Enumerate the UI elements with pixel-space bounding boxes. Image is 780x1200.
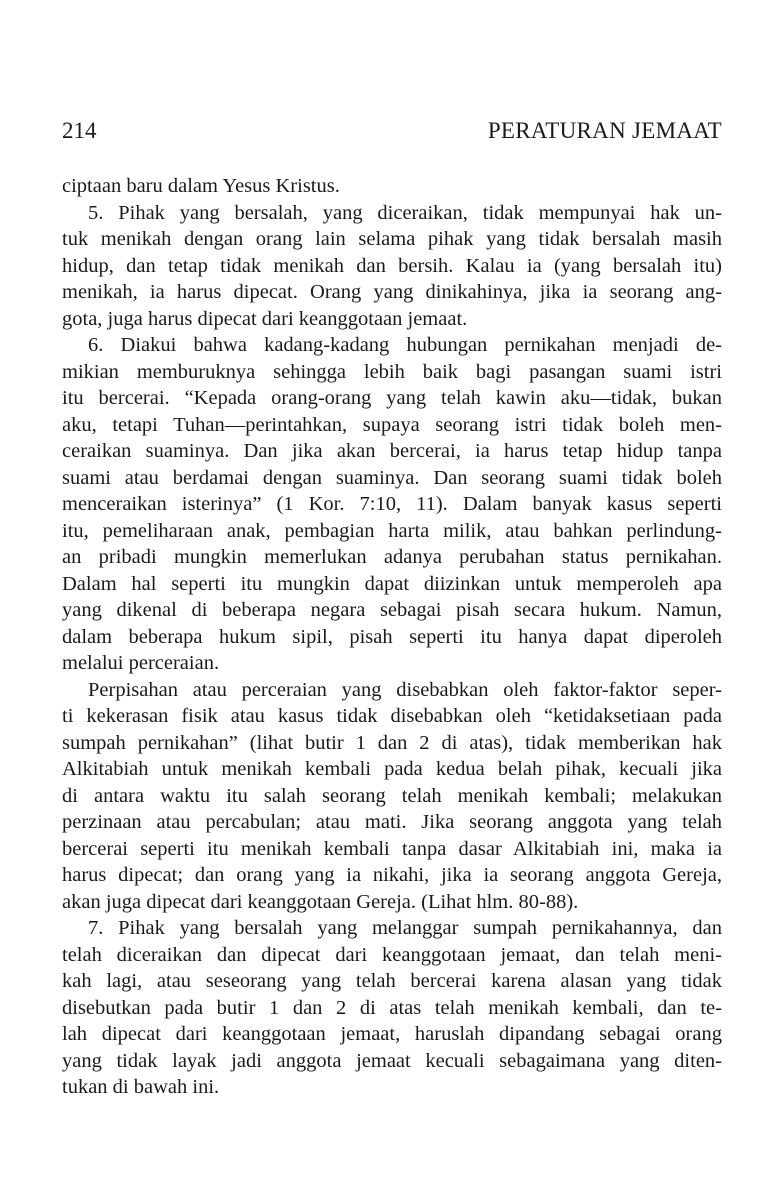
text-line: akan juga dipecat dari keanggotaan Gereja. (Lihat hlm. 80-88). (62, 890, 579, 913)
text-line: melalui perceraian. (62, 652, 220, 674)
page-number: 214 (62, 118, 97, 143)
text-line: tuk menikah dengan orang lain selama pihak yang tidak bersalah masih (62, 228, 722, 250)
text-line: 5. Pihak yang bersalah, yang diceraikan, tidak mempunyai hak un- (88, 201, 722, 224)
text-line: Dalam hal seperti itu mungkin dapat diizinkan untuk memperoleh apa (62, 572, 722, 595)
text-line: itu bercerai. “Kepada orang-orang yang telah kawin aku—tidak, bukan (62, 387, 722, 409)
body-text (62, 173, 722, 1101)
text-line: harus dipecat; dan orang yang ia nikahi, jika ia seorang anggota Gereja, (62, 864, 722, 886)
text-line: gota, juga harus dipecat dari keanggotaan jemaat. (62, 307, 468, 330)
text-line: telah diceraikan dan dipecat dari keanggotaan jemaat, dan telah meni- (62, 943, 722, 966)
text-line: menceraikan isterinya” (1 Kor. 7:10, 11). Dalam banyak kasus seperti (62, 493, 722, 515)
running-head (62, 116, 722, 146)
text-line: ciptaan baru dalam Yesus Kristus. (62, 175, 340, 197)
text-line: sumpah pernikahan” (lihat butir 1 dan 2 di atas), tidak memberikan hak (62, 731, 722, 754)
text-line: mikian memburuknya sehingga lebih baik bagi pasangan suami istri (62, 360, 722, 383)
text-line: disebutkan pada butir 1 dan 2 di atas telah menikah kembali, dan te- (62, 996, 722, 1019)
text-line: 6. Diakui bahwa kadang-kadang hubungan pernikahan menjadi de- (88, 334, 722, 356)
text-line: perzinaan atau percabulan; atau mati. Jika seorang anggota yang telah (62, 811, 722, 833)
text-line: an pribadi mungkin memerlukan adanya perubahan status pernikahan. (62, 546, 722, 568)
text-line: ti kekerasan fisik atau kasus tidak disebabkan oleh “ketidaksetiaan pada (62, 705, 722, 727)
text-line: hidup, dan tetap tidak menikah dan bersih. Kalau ia (yang bersalah itu) (62, 254, 722, 277)
text-line: suami atau berdamai dengan suaminya. Dan seorang suami tidak boleh (62, 466, 722, 489)
book-page (62, 0, 722, 1200)
text-line: Perpisahan atau perceraian yang disebabkan oleh faktor-faktor seper- (88, 678, 722, 701)
text-line: 7. Pihak yang bersalah yang melanggar sumpah pernikahannya, dan (88, 917, 722, 939)
running-title: PERATURAN JEMAAT (487, 118, 722, 143)
text-line: menikah, ia harus dipecat. Orang yang dinikahinya, jika ia seorang ang- (62, 281, 722, 303)
text-line: yang dikenal di beberapa negara sebagai pisah secara hukum. Namun, (62, 599, 722, 621)
text-line: ceraikan suaminya. Dan jika akan bercerai, ia harus tetap hidup tanpa (62, 440, 722, 462)
text-line: yang tidak layak jadi anggota jemaat kecuali sebagaimana yang diten- (62, 1049, 722, 1072)
text-line: aku, tetapi Tuhan—perintahkan, supaya seorang istri tidak boleh men- (62, 413, 722, 436)
text-line: kah lagi, atau seseorang yang telah bercerai karena alasan yang tidak (62, 970, 722, 992)
text-line: lah dipecat dari keanggotaan jemaat, haruslah dipandang sebagai orang (62, 1023, 722, 1045)
text-line: Alkitabiah untuk menikah kembali pada kedua belah pihak, kecuali jika (62, 758, 722, 780)
text-line: dalam beberapa hukum sipil, pisah seperti itu hanya dapat diperoleh (62, 625, 722, 648)
text-line: bercerai seperti itu menikah kembali tanpa dasar Alkitabiah ini, maka ia (62, 837, 722, 860)
text-line: tukan di bawah ini. (62, 1076, 220, 1098)
text-line: di antara waktu itu salah seorang telah menikah kembali; melakukan (62, 784, 722, 807)
text-line: itu, pemeliharaan anak, pembagian harta milik, atau bahkan perlindung- (62, 519, 722, 542)
